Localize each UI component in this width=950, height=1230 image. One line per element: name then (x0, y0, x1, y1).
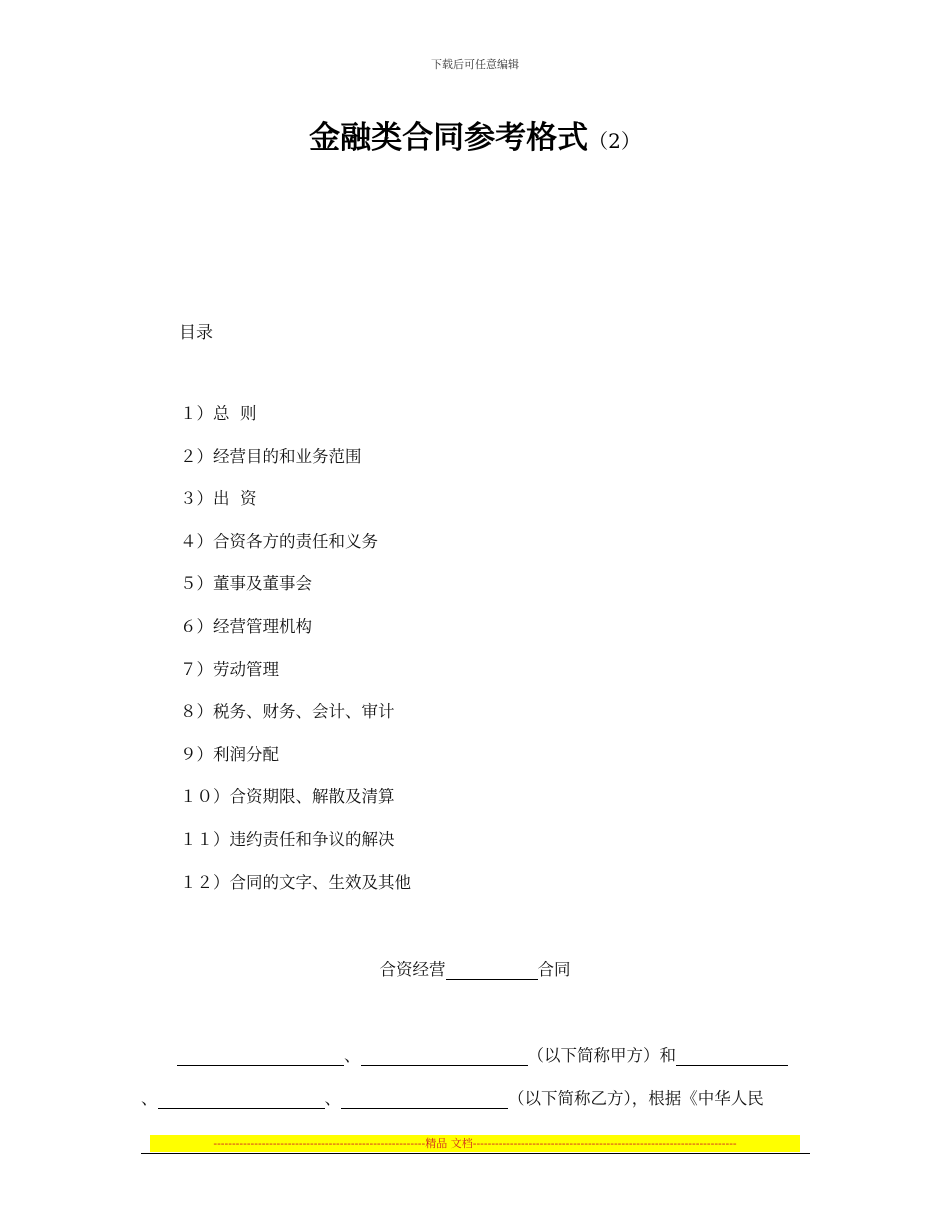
party-a-text: （以下简称甲方）和 (527, 1046, 676, 1065)
separator: 、 (324, 1089, 341, 1108)
party-a-blank-2 (361, 1047, 528, 1066)
toc-item: １１）违约责任和争议的解决 (180, 829, 395, 849)
party-b-blank-3 (341, 1090, 508, 1109)
toc-item: ５）董事及董事会 (180, 574, 312, 594)
separator: 、 (344, 1046, 361, 1065)
contract-name-blank (446, 961, 538, 980)
toc-item: １０）合资期限、解散及清算 (180, 787, 395, 807)
toc-item: ４）合资各方的责任和义务 (180, 531, 378, 551)
party-b-text: （以下简称乙方），根据《中华人民 (508, 1089, 764, 1108)
toc-item: １）总 则 (180, 404, 257, 423)
party-b-blank-2 (158, 1090, 325, 1109)
separator: 、 (141, 1089, 158, 1108)
footer-band: ---------------------------------------------------------精品 文档----------------------------------------------------------------------- (150, 1135, 800, 1152)
document-title-main: 金融类合同参考格式 (309, 120, 589, 156)
toc-item: ２）经营目的和业务范围 (180, 446, 362, 466)
toc-item: １２）合同的文字、生效及其他 (180, 872, 411, 892)
party-a-blank-1 (177, 1047, 344, 1066)
toc-item: ８）税务、财务、会计、审计 (180, 702, 395, 722)
toc-item: ９）利润分配 (180, 744, 279, 764)
contract-title (0, 956, 950, 980)
toc-item: ３）出 资 (180, 489, 257, 509)
paragraph-line-1 (177, 1042, 788, 1066)
document-title-suffix: （2） (588, 129, 641, 153)
party-b-blank-1 (676, 1047, 788, 1066)
header-note: 下载后可任意编辑 (431, 58, 519, 71)
toc-list (180, 402, 411, 913)
contract-title-suffix: 合同 (537, 960, 571, 979)
contract-title-prefix: 合资经营 (379, 960, 446, 979)
toc-item: ６）经营管理机构 (180, 616, 312, 636)
toc-item: ７）劳动管理 (180, 659, 279, 679)
paragraph-line-2 (141, 1085, 764, 1109)
footer-rule (141, 1153, 810, 1154)
toc-heading: 目录 (179, 323, 213, 343)
document-title (0, 112, 950, 157)
